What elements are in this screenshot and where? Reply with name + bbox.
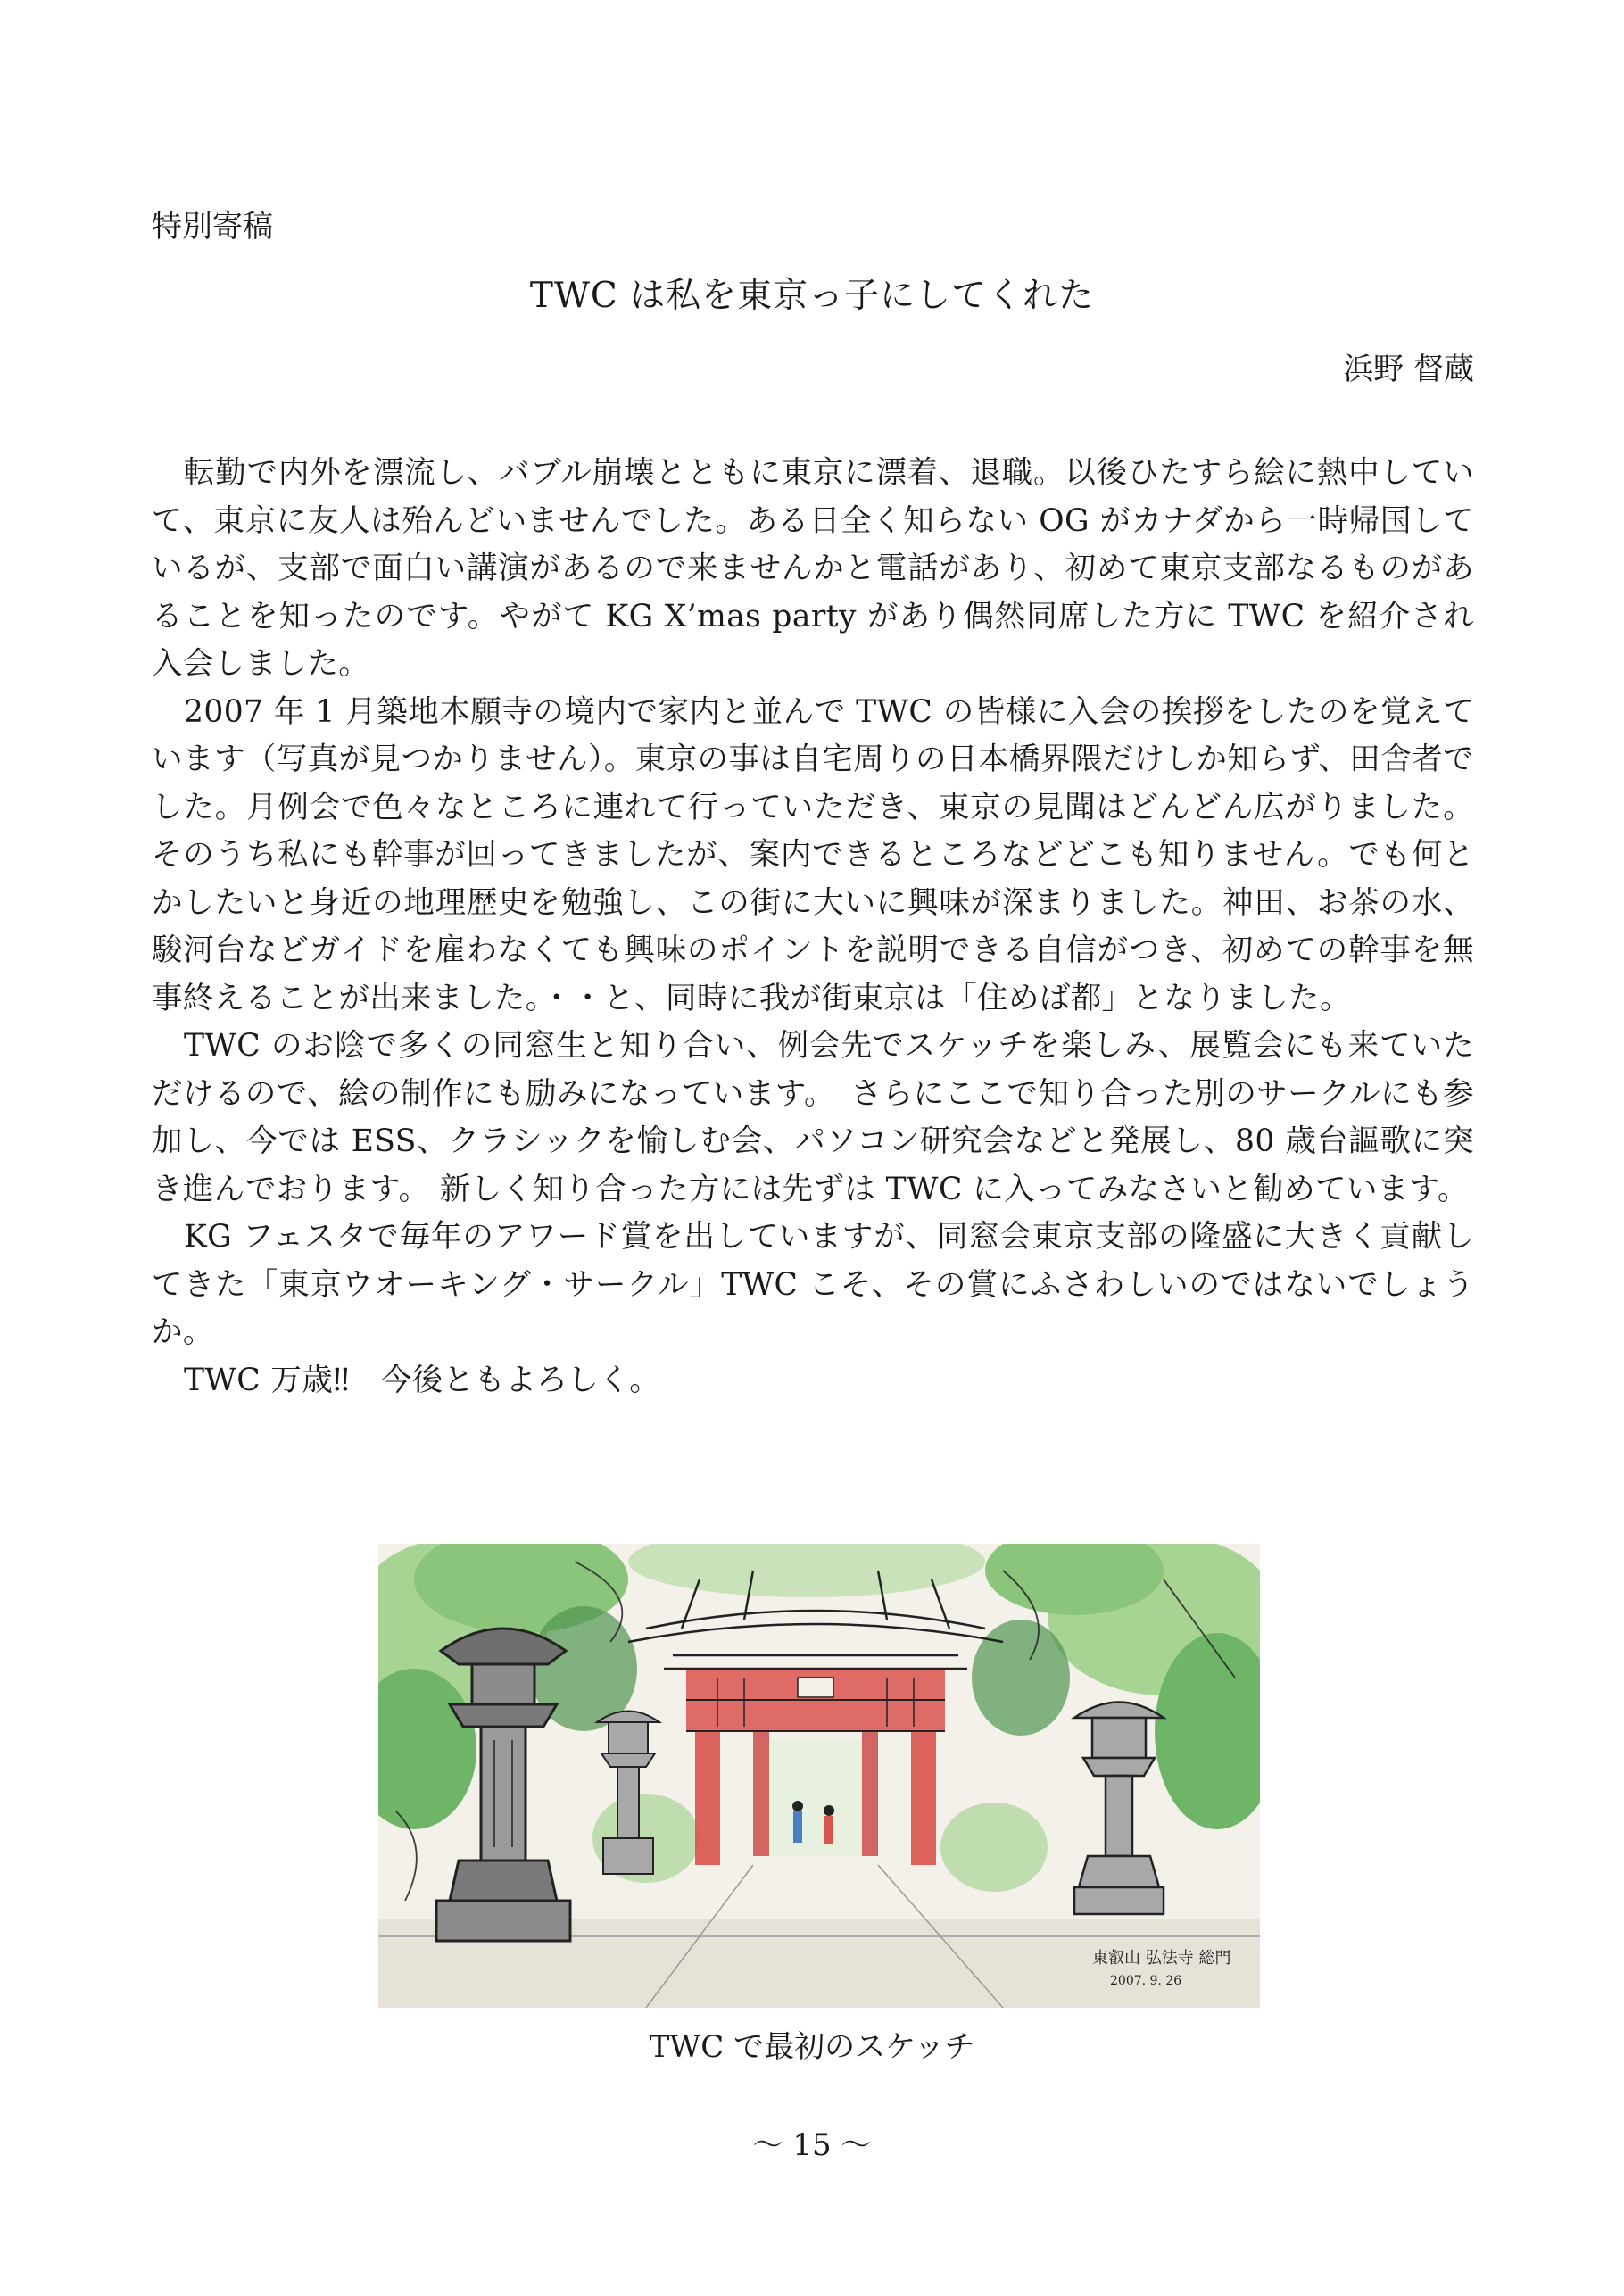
- paragraph: KG フェスタで毎年のアワード賞を出していますが、同窓会東京支部の隆盛に大きく貢献してきた「東京ウオーキング・サークル」TWC こそ、その賞にふさわしいのではないでしょうか。: [152, 1219, 1474, 1350]
- temple-gate-sketch: [378, 1544, 1260, 2008]
- page-number: ～ 15 ～: [752, 2127, 872, 2163]
- article-title: TWC は私を東京っ子にしてくれた: [529, 276, 1095, 316]
- sketch-inscription: 東叡山 弘法寺 総門: [1092, 1949, 1231, 1968]
- article-body: [152, 450, 1474, 1405]
- article-category: 特別寄稿: [152, 209, 273, 245]
- paragraph: TWC のお陰で多くの同窓生と知り合い、例会先でスケッチを楽しみ、展覧会にも来ていただけるので、絵の制作にも励みになっています。 さらにここで知り合った別のサークルにも参加し、今では ESS、クラシックを愉しむ会、パソコン研究会などと発展し、80 歳台謳歌に突き進んでおります。 新しく知り合った方には先ずは TWC に入ってみなさいと勧めています。: [152, 1028, 1474, 1207]
- paragraph: 転勤で内外を漂流し、バブル崩壊とともに東京に漂着、退職。以後ひたすら絵に熱中していて、東京に友人は殆んどいませんでした。ある日全く知らない OG がカナダから一時帰国しているが、支部で面白い講演があるので来ませんかと電話があり、初めて東京支部なるものがあることを知ったのです。やがて KG X’mas party があり偶然同席した方に TWC を紹介され入会しました。: [152, 455, 1474, 682]
- sketch-caption: TWC で最初のスケッチ: [649, 2029, 975, 2065]
- article-author: 浜野 督蔵: [1343, 352, 1474, 387]
- paragraph: 2007 年 1 月築地本願寺の境内で家内と並んで TWC の皆様に入会の挨拶をしたのを覚えています（写真が見つかりません）。東京の事は自宅周りの日本橋界隈だけしか知らず、田舎者でした。月例会で色々なところに連れて行っていただき、東京の見聞はどんどん広がりました。そのうち私にも幹事が回ってきましたが、案内できるところなどどこも知りません。でも何とかしたいと身近の地理歴史を勉強し、この街に大いに興味が深まりました。神田、お茶の水、駿河台などガイドを雇わなくても興味のポイントを説明できる自信がつき、初めての幹事を無事終えることが出来ました。・・と、同時に我が街東京は「住めば都」となりました。: [152, 693, 1474, 1016]
- sketch-date: 2007. 9. 26: [1110, 1974, 1182, 1988]
- paragraph: TWC 万歳‼ 今後ともよろしく。: [184, 1362, 661, 1398]
